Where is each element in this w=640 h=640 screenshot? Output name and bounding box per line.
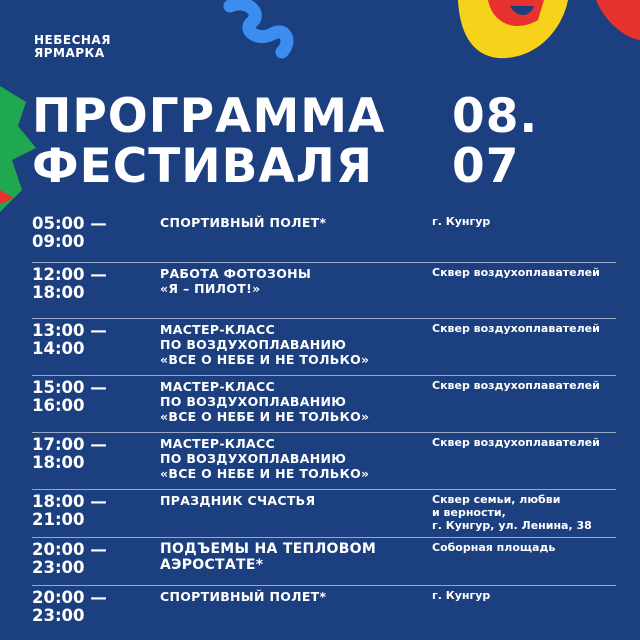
place-line: г. Кунгур (432, 589, 491, 602)
schedule-time (32, 379, 160, 428)
schedule-item (32, 376, 616, 433)
event-line: ПО ВОЗДУХОПЛАВАНИЮ (160, 451, 347, 466)
schedule-item (32, 586, 616, 636)
schedule-place (432, 215, 616, 258)
schedule-event (160, 322, 432, 371)
place-line: Сквер семьи, любви (432, 493, 561, 506)
schedule-item (32, 433, 616, 490)
schedule-item (32, 538, 616, 586)
page-title (32, 89, 539, 194)
event-line: РАБОТА ФОТОЗОНЫ (160, 266, 312, 281)
schedule-place (432, 322, 616, 371)
red-corner-decoration (596, 0, 640, 40)
event-line: ПО ВОЗДУХОПЛАВАНИЮ (160, 337, 347, 352)
event-line: «ВСЕ О НЕБЕ И НЕ ТОЛЬКО» (160, 352, 370, 367)
title-line-1: ПРОГРАММА (32, 89, 386, 144)
schedule-event (160, 266, 432, 314)
schedule-event (160, 493, 432, 533)
event-line: ПО ВОЗДУХОПЛАВАНИЮ (160, 394, 347, 409)
time-start: 18:00 — (32, 492, 107, 511)
schedule-time (32, 589, 160, 632)
schedule-place (432, 436, 616, 485)
time-start: 12:00 — (32, 265, 107, 284)
title-line-2: ФЕСТИВАЛЯ (32, 139, 374, 194)
schedule-event (160, 541, 432, 581)
schedule-time (32, 215, 160, 258)
brand-line-2: ЯРМАРКА (34, 46, 105, 60)
event-line: АЭРОСТАТЕ* (160, 557, 264, 573)
event-line: МАСТЕР-КЛАСС (160, 379, 275, 394)
schedule-item (32, 263, 616, 319)
schedule-time (32, 322, 160, 371)
place-line: г. Кунгур (432, 215, 491, 228)
event-line: МАСТЕР-КЛАСС (160, 322, 275, 337)
schedule-place (432, 379, 616, 428)
schedule-item (32, 490, 616, 538)
time-end: 14:00 (32, 339, 85, 358)
title-date-1: 08. (452, 89, 539, 144)
place-line: Сквер воздухоплавателей (432, 379, 600, 392)
schedule-item (32, 319, 616, 376)
event-line: ПОДЪЕМЫ НА ТЕПЛОВОМ (160, 541, 377, 557)
brand-logo (34, 34, 111, 60)
time-end: 21:00 (32, 510, 85, 529)
time-start: 05:00 — (32, 214, 107, 233)
event-line: СПОРТИВНЫЙ ПОЛЕТ* (160, 215, 327, 230)
schedule-event (160, 589, 432, 632)
time-start: 20:00 — (32, 588, 107, 607)
event-line: СПОРТИВНЫЙ ПОЛЕТ* (160, 589, 327, 604)
event-line: «ВСЕ О НЕБЕ И НЕ ТОЛЬКО» (160, 466, 370, 481)
place-line: г. Кунгур, ул. Ленина, 38 (432, 519, 592, 532)
schedule-place (432, 589, 616, 632)
event-line: МАСТЕР-КЛАСС (160, 436, 275, 451)
place-line: Сквер воздухоплавателей (432, 266, 600, 279)
time-end: 18:00 (32, 453, 85, 472)
schedule-event (160, 215, 432, 258)
schedule-item (32, 212, 616, 263)
title-date-2: 07 (452, 139, 520, 194)
time-start: 15:00 — (32, 378, 107, 397)
schedule-place (432, 266, 616, 314)
time-start: 17:00 — (32, 435, 107, 454)
schedule-place (432, 541, 616, 581)
event-line: «Я – ПИЛОТ!» (160, 281, 261, 296)
time-end: 23:00 (32, 606, 85, 625)
blue-swirl-decoration (222, 0, 302, 62)
schedule-time (32, 436, 160, 485)
place-line: Соборная площадь (432, 541, 556, 554)
yellow-shape-decoration (458, 0, 568, 62)
place-line: и верности, (432, 506, 506, 519)
time-end: 18:00 (32, 283, 85, 302)
schedule-time (32, 266, 160, 314)
schedule-time (32, 493, 160, 533)
schedule-place (432, 493, 616, 533)
schedule-list (32, 212, 616, 636)
event-line: ПРАЗДНИК СЧАСТЬЯ (160, 493, 316, 508)
place-line: Сквер воздухоплавателей (432, 322, 600, 335)
time-start: 20:00 — (32, 540, 107, 559)
time-start: 13:00 — (32, 321, 107, 340)
schedule-event (160, 379, 432, 428)
time-end: 09:00 (32, 232, 85, 251)
schedule-event (160, 436, 432, 485)
brand-line-1: НЕБЕСНАЯ (34, 33, 111, 47)
schedule-time (32, 541, 160, 581)
time-end: 23:00 (32, 558, 85, 577)
place-line: Сквер воздухоплавателей (432, 436, 600, 449)
event-line: «ВСЕ О НЕБЕ И НЕ ТОЛЬКО» (160, 409, 370, 424)
time-end: 16:00 (32, 396, 85, 415)
